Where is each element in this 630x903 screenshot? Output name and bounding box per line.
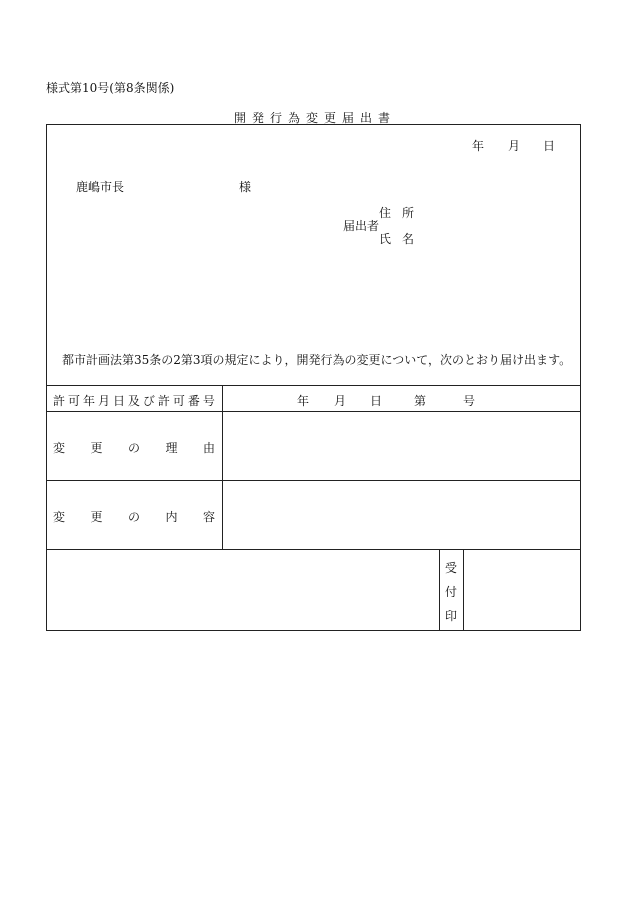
- label-char: 日: [112, 394, 125, 408]
- change-reason-label: [53, 439, 215, 456]
- notifier-label: 届出者: [343, 219, 380, 233]
- label-char: 年: [82, 394, 95, 408]
- label-char: 許: [53, 394, 66, 408]
- label-char: 番: [187, 394, 200, 408]
- label-char: 更: [90, 510, 103, 524]
- permit-date-number-label: [53, 392, 215, 409]
- label-char: 変: [53, 510, 66, 524]
- divider: [463, 549, 464, 631]
- receipt-char-2: 付: [445, 585, 458, 599]
- label-char: 変: [53, 441, 66, 455]
- permit-number-prefix: 第: [414, 394, 427, 408]
- label-char: 内: [165, 510, 178, 524]
- label-char: 可: [172, 394, 185, 408]
- divider: [46, 480, 581, 481]
- addressee-name: 鹿嶋市長: [76, 180, 125, 194]
- label-char: 更: [90, 441, 103, 455]
- form-frame: [46, 124, 581, 631]
- receipt-char-3: 印: [445, 609, 458, 623]
- document-title: 開発行為変更届出書: [233, 111, 396, 125]
- label-char: び: [142, 394, 155, 408]
- divider: [46, 385, 581, 386]
- label-char: 容: [202, 510, 215, 524]
- permit-year: 年: [297, 394, 310, 408]
- addressee-honorific: 様: [239, 180, 252, 194]
- date-day: 日: [543, 139, 556, 153]
- divider: [222, 385, 223, 549]
- divider: [439, 549, 440, 631]
- divider: [46, 411, 581, 412]
- date-year: 年: [472, 139, 485, 153]
- label-char: 理: [165, 441, 178, 455]
- name-label-1: 氏: [379, 232, 392, 246]
- label-char: 許: [157, 394, 170, 408]
- receipt-char-1: 受: [445, 561, 458, 575]
- change-content-label: [53, 508, 215, 525]
- permit-number-suffix: 号: [463, 394, 476, 408]
- label-char: 由: [202, 441, 215, 455]
- label-char: の: [127, 441, 140, 455]
- statement-text: 都市計画法第35条の2第3項の規定により，開発行為の変更について，次のとおり届け出ます。: [62, 353, 572, 367]
- label-char: の: [127, 510, 140, 524]
- label-char: 及: [127, 394, 140, 408]
- permit-day: 日: [370, 394, 383, 408]
- label-char: 号: [202, 394, 215, 408]
- label-char: 可: [67, 394, 80, 408]
- form-number: 様式第10号(第8条関係): [46, 81, 175, 95]
- name-label-2: 名: [402, 232, 415, 246]
- divider: [46, 549, 581, 550]
- date-month: 月: [508, 139, 521, 153]
- permit-month: 月: [334, 394, 347, 408]
- label-char: 月: [97, 394, 110, 408]
- address-label-2: 所: [402, 206, 415, 220]
- address-label-1: 住: [379, 206, 392, 220]
